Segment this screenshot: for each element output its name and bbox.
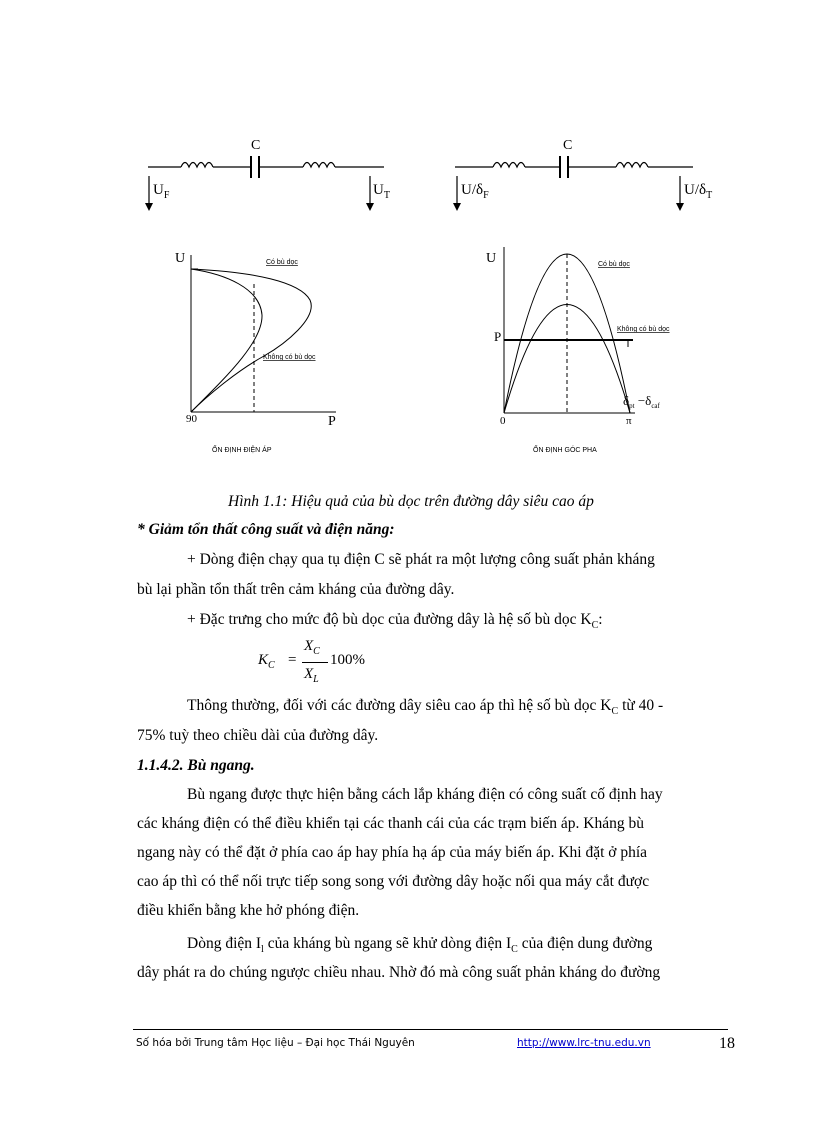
y-label-left: U [175,251,186,266]
para-1-line-2: bù lại phần tổn thất trên cảm kháng của đường dây. [137,581,455,598]
curve-with-comp [191,269,311,412]
formula-kc: $K_C$ = $X_C$ $X_L$ 100% [258,638,365,685]
footer-link[interactable]: http://www.lrc-tnu.edu.vn [517,1037,651,1049]
para-2: + Đặc trưng cho mức độ bù dọc của đường dây là hệ số bù dọc $K_C$: [187,611,603,632]
cap-label-left: C [251,138,261,153]
para-3-line-1: Thông thường, đối với các đường dây siêu cao áp thì hệ số bù dọc $K_C$ từ 40 - [187,697,664,718]
para-4-line-4: cao áp thì có thể nối trực tiếp song song với đường dây hoặc nối qua máy cắt được [137,873,650,890]
para-5-line-2: dây phát ra do chúng ngược chiều nhau. Nhờ đó mà công suất phản kháng do đường [137,964,661,981]
circuit-right [455,156,693,208]
heading-loss-reduction: * Giảm tổn thất công suất và điện năng: [137,521,395,538]
curve1-label-right: Có bù dọc [598,261,630,268]
p-label-right: P [494,329,502,344]
para-3-line-2: 75% tuỳ theo chiều dài của đường dây. [137,727,379,744]
x-label-left: P [328,414,336,429]
figure-svg [0,0,816,470]
chart-title-left: ỔN ĐỊNH ĐIỆN ÁP [212,447,272,454]
page-number: 18 [719,1035,735,1052]
x-label-right: $\delta_{pt} -\delta_{caf}$ [623,393,660,410]
circuit-left [148,156,384,208]
curve1-label-left: Có bù dọc [266,259,298,266]
para-1-line-1: + Dòng điện chạy qua tụ điện C sẽ phát ra một lượng công suất phản kháng [187,551,655,568]
origin-left: 90 [186,413,197,425]
y-label-right: U [486,251,497,266]
para-4-line-1: Bù ngang được thực hiện bằng cách lắp kháng điện có công suất cố định hay [187,786,663,803]
ut-label-left: $U_T$ [373,182,390,201]
curve-without-comp [191,269,262,412]
uf-label-left: $U_F$ [153,182,170,201]
para-4-line-3: ngang này có thể đặt ở phía cao áp hay phía hạ áp của máy biến áp. Khi đặt ở phía [137,844,648,861]
para-4-line-2: các kháng điện có thể điều khiển tại các thanh cái của các trạm biến áp. Kháng bù [137,815,644,832]
curve2-label-right: Không có bù dọc [617,326,670,333]
cap-label-right: C [563,138,573,153]
footer-source: Số hóa bởi Trung tâm Học liệu – Đại học Thái Nguyên [136,1037,415,1049]
chart-right [504,247,635,413]
figure-caption: Hình 1.1: Hiệu quả của bù dọc trên đường dây siêu cao áp [228,493,594,510]
para-5-line-1: Dòng điện $I_l$ của kháng bù ngang sẽ khử dòng điện $I_C$ của điện dung đường [187,935,653,956]
footer-rule [133,1029,728,1030]
origin-right: 0 [500,415,506,427]
curve2-label-left: Không có bù dọc [263,354,316,361]
chart-left [191,255,336,412]
pi-label: π [626,415,632,427]
uf-label-right: $U/\delta_F$ [461,182,489,201]
ut-label-right: $U/\delta_T$ [684,182,713,201]
para-4-line-5: điều khiển bằng khe hở phóng điện. [137,902,360,919]
chart-title-right: ỔN ĐỊNH GÓC PHA [533,447,597,454]
heading-shunt-comp: 1.1.4.2. Bù ngang. [137,757,255,774]
